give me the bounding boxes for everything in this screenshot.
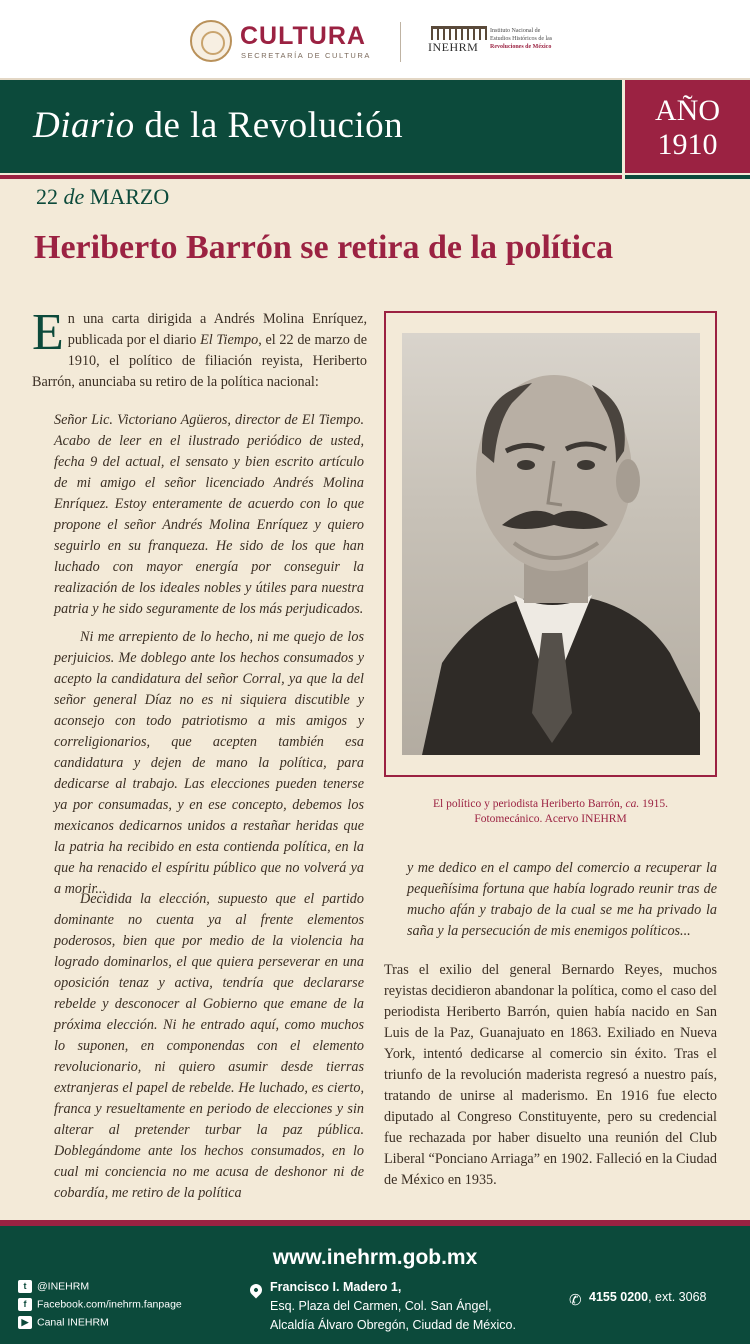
facebook-page: Facebook.com/inehrm.fanpage (37, 1298, 182, 1311)
twitter-link[interactable] (18, 1280, 89, 1293)
quote-paragraph-2: Ni me arrepiento de lo hecho, ni me quejo de los perjuicios. Me doblego ante los hechos consumados y acepto la candidatura del señor Corral, ya que la del señor general Díaz no es ni siquiera discutible y aconsejo con todo patriotismo a mis amigos y correligionarios, que acepten también esa candidatura y dejen de mano la política, para dedicarse al trabajo. Las elecciones pueden tenerse ya por consumadas, y en ese concepto, debemos los mexicanos dedicarnos unidos a restañar heridas que la patria ha recibido en esta contienda política, en la que ha renacido el espíritu público que no volverá ya a morir... (54, 629, 364, 897)
phone-main: 4155 0200 (589, 1290, 649, 1304)
caption-circa: ca. (625, 798, 640, 810)
cultura-subtitle: SECRETARÍA DE CULTURA (241, 51, 372, 60)
publication-title (33, 104, 403, 147)
quote-paragraph-4: y me dedico en el campo del comercio a recuperar la pequeñísima fortuna que había logrado reunir tras de mucho afán y trabajo de la cual se me ha privado la saña y la persecución de mis enemigos políticos... (407, 860, 717, 939)
headline: Heriberto Barrón se retira de la política (34, 229, 614, 266)
mexico-seal-icon (190, 20, 232, 62)
title-band-accent (0, 173, 622, 179)
caption-line-2: Fotomecánico. Acervo INEHRM (474, 813, 627, 825)
year-box (625, 80, 750, 173)
photo-caption (384, 797, 717, 827)
phone-extension: , ext. 3068 (648, 1290, 707, 1304)
date-day: 22 (36, 184, 58, 209)
date-month: MARZO (89, 184, 170, 209)
year-box-accent (625, 173, 750, 179)
year-label: AÑO (655, 94, 720, 127)
caption-text-b: 1915. (639, 798, 669, 810)
facebook-link[interactable] (18, 1298, 182, 1311)
caption-line-1 (384, 797, 717, 812)
logo-divider (400, 22, 401, 62)
year-value: 1910 (657, 128, 718, 161)
quote-paragraph-3: Decidida la elección, supuesto que el partido dominante no cuenta ya al frente elementos poderosos, bien que por medio de la violencia ha logrado dominarlos, el que quiera perseverar en una oposición tenaz y activa, tendría que declararse rebelde y desconocer al Gobierno que emane de la próxima elección. Ni he entrado aquí, como muchos lo suponen, en componendas con el elemento revolucionario, ni quiero asumir desde tierras extranjeras el papel de rebelde. He luchado, es cierto, franca y resueltamente en periodo de elecciones y sin alterar al pretender turbar la paz pública. Doblegándome ante los hechos consumados, en lo cual mi conciencia no me acusa de deshonor ni de cobardía, me retiro de la política (54, 891, 364, 1201)
logo-band (0, 0, 750, 80)
inehrm-full-name (490, 27, 580, 51)
intro-text-b: , el 22 de marzo de 1910, el político de filiación reyista, Heriberto Barrón, anunciaba su retiro de la política nacional: (32, 332, 368, 390)
portrait-illustration (402, 333, 700, 755)
publication-title-italic: Diario (33, 105, 135, 146)
inehrm-line-2: Estudios Históricos de las (490, 36, 553, 42)
facebook-icon: f (18, 1298, 32, 1311)
cultura-logo-text: CULTURA (240, 22, 366, 50)
phone-icon: ✆ (569, 1292, 582, 1309)
youtube-link[interactable] (18, 1316, 109, 1329)
youtube-channel: Canal INEHRM (37, 1316, 109, 1329)
location-pin-icon (248, 1282, 265, 1299)
address-line-2: Esq. Plaza del Carmen, Col. San Ángel, (270, 1299, 492, 1313)
intro-paragraph (32, 304, 368, 393)
drop-cap: E (32, 304, 64, 361)
closing-paragraph: Tras el exilio del general Bernardo Reyes, muchos reyistas decidieron abandonar la política, como el caso del periodista Heriberto Barrón, quien había nacido en San Luis de la Paz, Guanajuato en 1863. Exiliado en Nueva York, intentó dedicarse al comercio sin éxito. Tras el triunfo de la revolución maderista regresó a nuestro país, tratando de unirse al maderismo. En 1916 fue electo diputado al Congreso Constituyente, pero su credencial fue rechazada por haber disuelto una reunión del Club Liberal “Ponciano Arriaga” en 1902. Falleció en la Ciudad de México en 1935. (384, 962, 717, 1188)
intro-newspaper: El Tiempo (200, 332, 259, 348)
inehrm-line-3: Revoluciones de México (490, 44, 552, 50)
inehrm-logo-text: INEHRM (428, 40, 479, 54)
twitter-handle: @INEHRM (37, 1280, 90, 1293)
phone-number[interactable] (589, 1290, 706, 1304)
date-de: de (63, 184, 85, 209)
caption-text-a: El político y periodista Heriberto Barrón, (432, 798, 626, 810)
intro-text-a: n una carta dirigida a Andrés Molina Enríquez, publicada por el diario (67, 311, 367, 348)
twitter-icon: t (18, 1280, 32, 1293)
website-link[interactable]: www.inehrm.gob.mx (272, 1246, 478, 1269)
date-line (36, 184, 169, 210)
address-street: Francisco I. Madero 1, (270, 1280, 402, 1294)
inehrm-line-1: Instituto Nacional de (490, 28, 541, 34)
publication-title-rest: de la Revolución (134, 105, 404, 146)
address-line-3: Alcaldía Álvaro Obregón, Ciudad de México. (270, 1318, 516, 1332)
inehrm-building-icon (431, 26, 487, 40)
youtube-icon: ▶ (18, 1316, 32, 1329)
portrait-photo (402, 333, 700, 755)
quote-paragraph-1: Señor Lic. Victoriano Agüeros, director de El Tiempo. Acabo de leer en el ilustrado periódico de usted, fecha 9 del actual, el sensato y bien escrito artículo de mi amigo el señor licenciado Andrés Molina Enríquez. Estoy enteramente de acuerdo con lo que propone el señor Andrés Molina Enríquez y quiero seguirlo en su franqueza. He sido de los que han luchado con mayor energía por conseguir la realización de los ideales nobles y útiles para nuestra patria y he sido seguramente de los más perjudicados. (54, 412, 364, 617)
footer (0, 1226, 750, 1344)
address (270, 1278, 516, 1335)
